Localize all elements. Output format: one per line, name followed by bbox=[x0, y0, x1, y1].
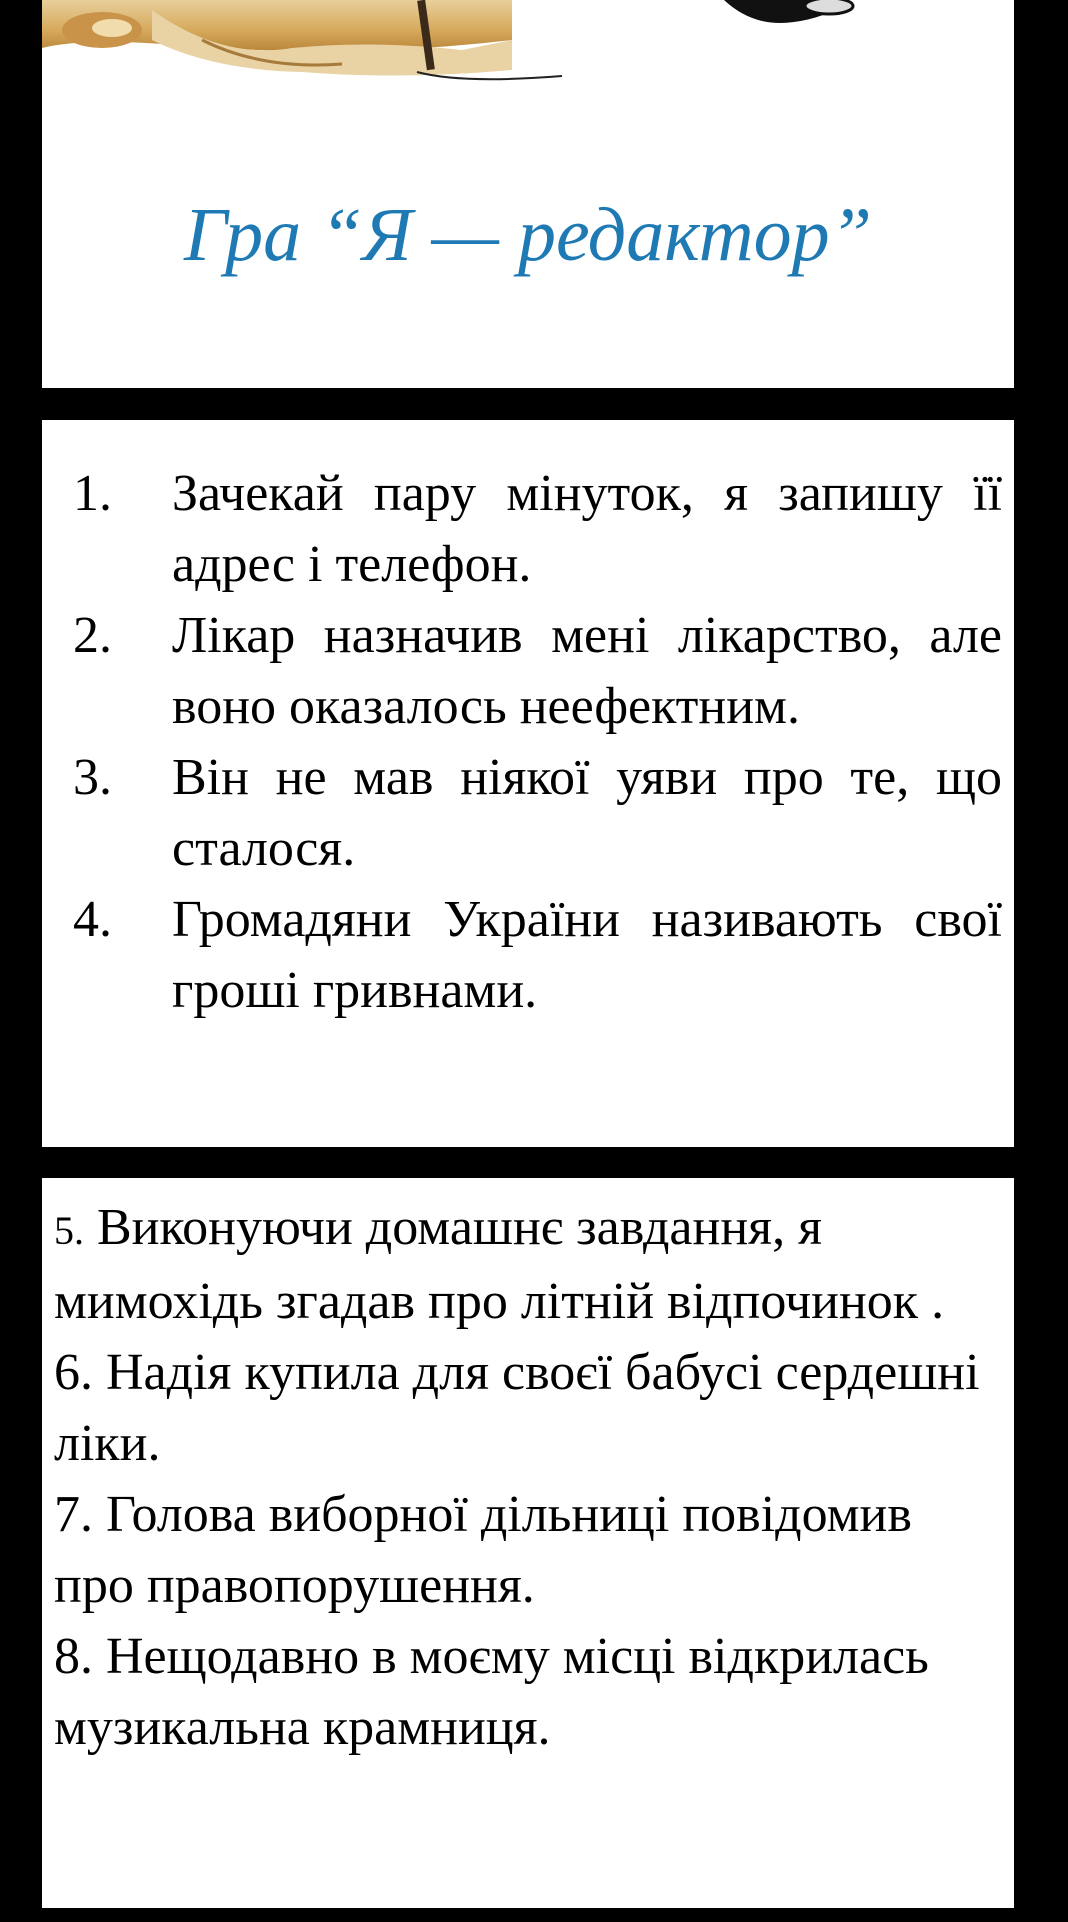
list-item bbox=[54, 1337, 984, 1479]
list-item bbox=[42, 600, 1012, 742]
item-text: Голова виборної дільниці повідомив про правопорушення. bbox=[54, 1486, 912, 1614]
page-title: Гра “Я — редактор” bbox=[184, 193, 872, 277]
item-number: 7. bbox=[54, 1486, 93, 1543]
list-item bbox=[54, 1621, 984, 1763]
item-text: Він не мав ніякої уяви про те, що сталося. bbox=[172, 749, 1002, 877]
item-number: 1. bbox=[73, 465, 112, 522]
item-number: 8. bbox=[54, 1628, 93, 1685]
inkwell-image bbox=[724, 0, 864, 26]
list-item bbox=[42, 742, 1012, 884]
scroll-image bbox=[42, 0, 602, 86]
item-number: 2. bbox=[73, 607, 112, 664]
sentences-slide-2 bbox=[42, 1178, 1014, 1908]
item-number: 4. bbox=[73, 891, 112, 948]
sentence-list bbox=[54, 1192, 1004, 1763]
item-text: Лікар назначив мені лікарство, але воно оказалось неефектним. bbox=[172, 607, 1002, 735]
item-number: 6. bbox=[54, 1344, 93, 1401]
list-item bbox=[54, 1192, 984, 1337]
list-item bbox=[42, 884, 1012, 1026]
list-item bbox=[42, 458, 1012, 600]
item-text: Нещодавно в моєму місці відкрилась музикальна крамниця. bbox=[54, 1628, 929, 1756]
item-text: Зачекай пару мінуток, я запишу її адрес і телефон. bbox=[172, 465, 1002, 593]
item-number: 5. bbox=[54, 1208, 84, 1253]
item-text: Надія купила для своєї бабусі сердешні ліки. bbox=[54, 1344, 980, 1472]
list-item bbox=[54, 1479, 984, 1621]
title-slide bbox=[42, 0, 1014, 388]
sentences-slide-1 bbox=[42, 420, 1014, 1147]
item-text: Громадяни України називають свої гроші гривнами. bbox=[172, 891, 1002, 1019]
item-text: Виконуючи домашнє завдання, я мимохідь згадав про літній відпочинок . bbox=[54, 1199, 945, 1330]
sentence-list bbox=[42, 458, 1012, 1026]
item-number: 3. bbox=[73, 749, 112, 806]
